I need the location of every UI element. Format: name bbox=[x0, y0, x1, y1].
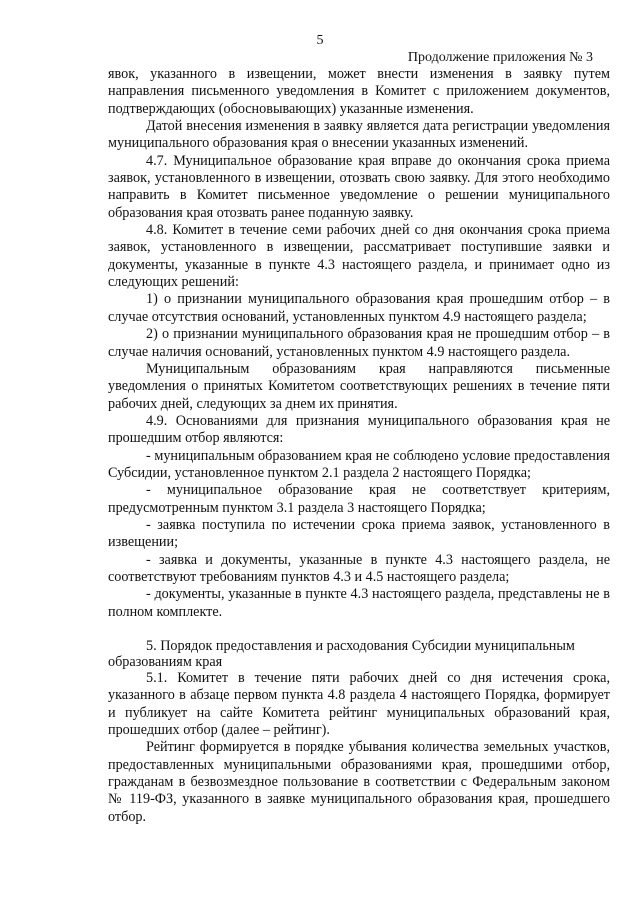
paragraph: Муниципальным образованиям края направляются письменные уведомления о принятых Комитетом соответствующих решениях в течение пяти рабочих дней, следующих за днем их принятия. bbox=[108, 360, 610, 412]
list-item: - муниципальным образованием края не соблюдено условие предоставления Субсидии, установленное пунктом 2.1 раздела 2 настоящего Порядка; bbox=[108, 447, 610, 481]
page-number: 5 bbox=[316, 33, 324, 48]
paragraph-continuation: явок, указанного в извещении, может внести изменения в заявку путем направления письменного уведомления в Комитет с приложением документов, подтверждающих (обосновывающих) указанные изменения. bbox=[108, 66, 610, 117]
list-item: 1) о признании муниципального образования края прошедшим отбор – в случае отсутствия оснований, установленных пунктом 4.9 настоящего раздела; bbox=[108, 291, 610, 325]
document-body bbox=[108, 66, 610, 826]
list-item: - документы, указанные в пункте 4.3 настоящего раздела, представлены не в полном комплекте. bbox=[108, 586, 610, 620]
appendix-continuation-label: Продолжение приложения № 3 bbox=[407, 50, 593, 65]
paragraph-4-9: 4.9. Основаниями для признания муниципального образования края не прошедшим отбор являются: bbox=[108, 412, 610, 447]
paragraph-5-1: 5.1. Комитет в течение пяти рабочих дней со дня истечения срока, указанного в абзаце первом пункта 4.8 раздела 4 настоящего Порядка, формирует и публикует на сайте Комитета рейтинг муниципальных образований края, прошедших отбор (далее – рейтинг). bbox=[108, 670, 610, 739]
section-heading: 5. Порядок предоставления и расходования Субсидии муниципальным образованиям края bbox=[108, 638, 575, 670]
paragraph-4-8: 4.8. Комитет в течение семи рабочих дней со дня окончания срока приема заявок, установленного в извещении, рассматривает поступившие заявки и документы, указанные в пункте 4.3 настоящего раздела, и принимает одно из следующих решений: bbox=[108, 222, 610, 291]
list-item: - заявка и документы, указанные в пункте 4.3 настоящего раздела, не соответствуют требованиям пунктов 4.3 и 4.5 настоящего раздела; bbox=[108, 551, 610, 585]
list-item: - муниципальное образование края не соответствует критериям, предусмотренным пунктом 3.1 раздела 3 настоящего Порядка; bbox=[108, 482, 610, 516]
paragraph: Датой внесения изменения в заявку является дата регистрации уведомления муниципального образования края о внесении указанных изменений. bbox=[108, 118, 610, 152]
paragraph-4-7: 4.7. Муниципальное образование края вправе до окончания срока приема заявок, установленного в извещении, отозвать свою заявку. Для этого необходимо направить в Комитет письменное уведомление о решении муниципального образования края отозвать ранее поданную заявку. bbox=[108, 152, 610, 221]
list-item: 2) о признании муниципального образования края не прошедшим отбор – в случае наличия оснований, установленных пунктом 4.9 настоящего раздела. bbox=[108, 326, 610, 360]
paragraph: Рейтинг формируется в порядке убывания количества земельных участков, предоставленных муниципальными образованиями края, прошедшими отбор, гражданам в безвозмездное пользование в соответствии с Федеральным законом № 119-ФЗ, указанного в заявке муниципального образования края, прошедшего отбор. bbox=[108, 739, 610, 825]
list-item: - заявка поступила по истечении срока приема заявок, установленного в извещении; bbox=[108, 516, 610, 551]
